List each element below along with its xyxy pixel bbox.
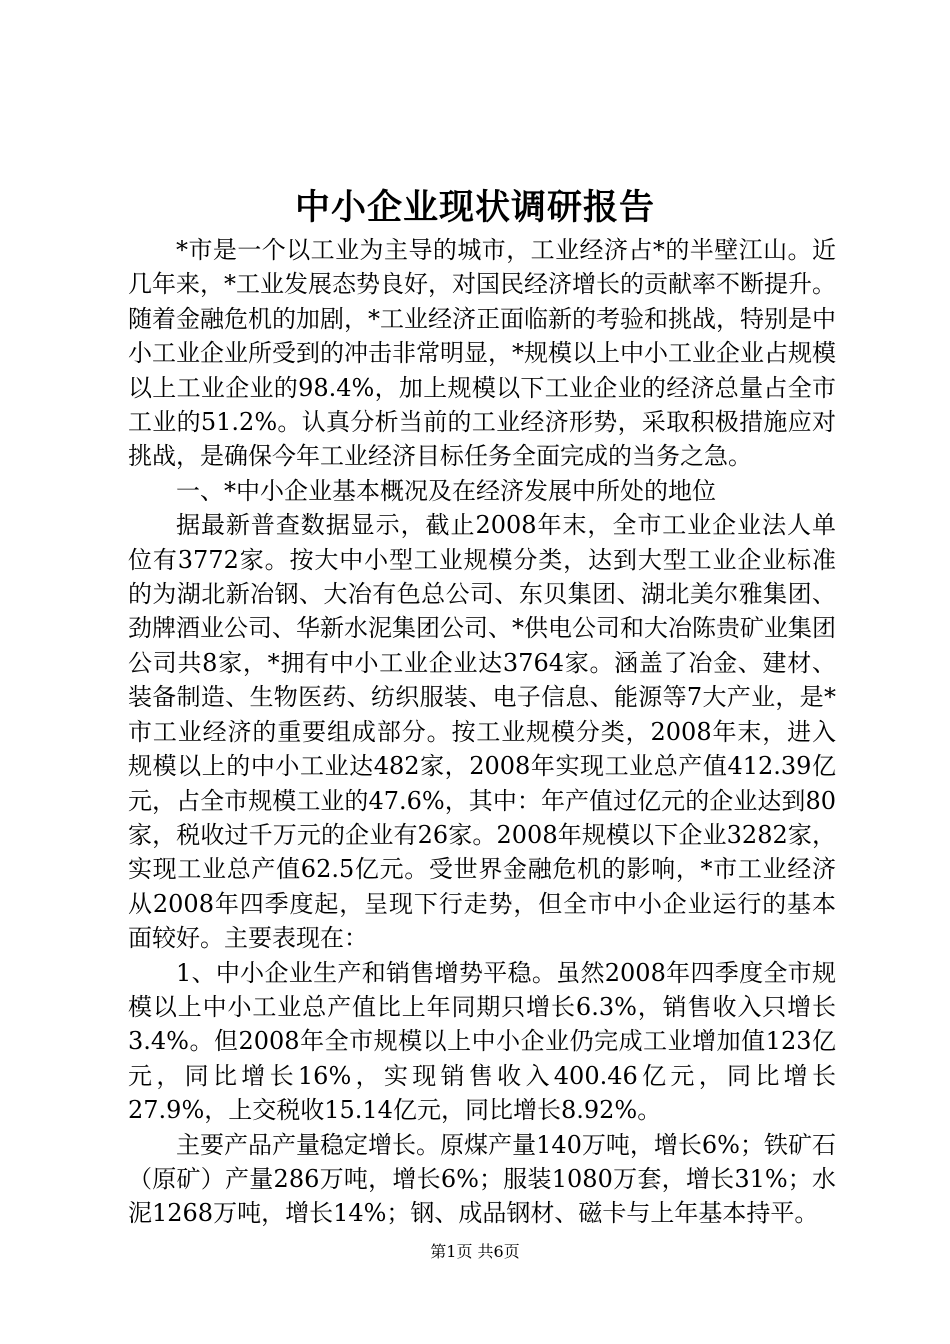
paragraph-main-products: 主要产品产量稳定增长。原煤产量140万吨，增长6%；铁矿石（原矿）产量286万吨，增长6%；服装1080万套，增长31%；水泥1268万吨，增长14%；钢、成品钢材、磁卡与上年基本持平。 — [128, 1130, 836, 1228]
section-heading-1: 一、*中小企业基本概况及在经济发展中所处的地位 — [176, 476, 716, 505]
paragraph-overview: 据最新普查数据显示，截止2008年末，全市工业企业法人单位有3772家。按大中小型工业规模分类，达到大型工业企业标准的为湖北新冶钢、大冶有色总公司、东贝集团、湖北美尔雅集团、劲牌酒业公司、华新水泥集团公司、*供电公司和大冶陈贵矿业集团公司共8家，*拥有中小工业企业达3764家。涵盖了冶金、建材、装备制造、生物医药、纺织服装、电子信息、能源等7大产业，是*市工业经济的重要组成部分。按工业规模分类，2008年末，进入规模以上的中小工业达482家，2008年实现工业总产值412.39亿元，占全市规模工业的47.6%，其中：年产值过亿元的企业达到80家，税收过千万元的企业有26家。2008年规模以下企业3282家，实现工业总产值62.5亿元。受世界金融危机的影响，*市工业经济从2008年四季度起，呈现下行走势，但全市中小企业运行的基本面较好。主要表现在： — [128, 511, 836, 953]
page-footer: 第1页 共6页 — [430, 1242, 520, 1261]
paragraph-intro: *市是一个以工业为主导的城市，工业经济占*的半壁江山。近几年来，*工业发展态势良好，对国民经济增长的贡献率不断提升。随着金融危机的加剧，*工业经济正面临新的考验和挑战，特别是中小工业企业所受到的冲击非常明显，*规模以上中小工业企业占规模以上工业企业的98.4%，加上规模以下工业企业的经济总量占全市工业的51.2%。认真分析当前的工业经济形势，采取积极措施应对挑战，是确保今年工业经济目标任务全面完成的当务之急。 — [128, 236, 836, 471]
document-title: 中小企业现状调研报告 — [294, 187, 655, 228]
document-body — [128, 233, 836, 1231]
paragraph-production-sales: 1、中小企业生产和销售增势平稳。虽然2008年四季度全市规模以上中小工业总产值比上年同期只增长6.3%，销售收入只增长3.4%。但2008年全市规模以上中小企业仍完成工业增加值123亿元，同比增长16%，实现销售收入400.46亿元，同比增长27.9%，上交税收15.14亿元，同比增长8.92%。 — [128, 958, 836, 1125]
